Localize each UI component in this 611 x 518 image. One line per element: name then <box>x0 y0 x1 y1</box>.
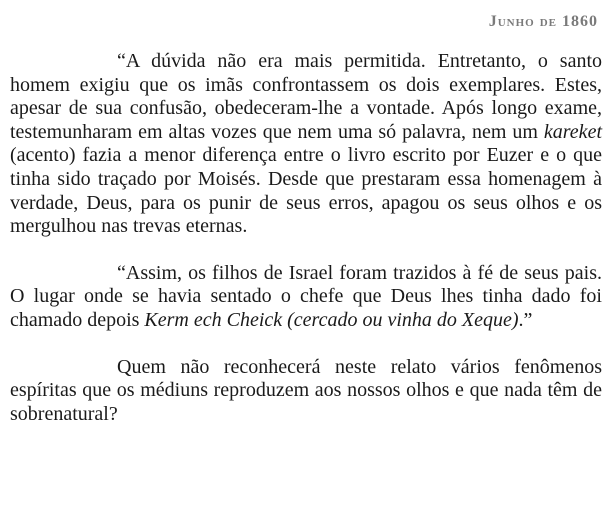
paragraph-2 <box>10 262 602 333</box>
paragraph-1-italic-term: kareket <box>543 120 602 143</box>
paragraph-1-text-a: “A dúvida não era mais permitida. Entretanto, o santo homem exigiu que os imãs confrontassem os dois exemplares. Estes, apesar de sua confusão, obedeceram-lhe a vontade. Após longo exame, testemunharam em altas vozes que nem uma só palavra, nem um <box>10 50 602 143</box>
running-head: Junho de 1860 <box>488 13 598 30</box>
paragraph-1-text-b: (acento) fazia a menor diferença entre o livro escrito por Euzer e o que tinha sido traçado por Moisés. Desde que prestaram essa homenagem à verdade, Deus, para os punir de seus erros, apagou os seus olhos e os mergulhou nas trevas eternas. <box>10 144 602 238</box>
paragraph-2-text-a: “Assim, os filhos de Israel foram trazidos à fé de seus pais. O lugar onde se havia sentado o chefe que Deus lhes tinha dado foi chamado depois <box>10 261 602 331</box>
paragraph-3 <box>10 356 602 427</box>
body-text <box>10 50 602 426</box>
paragraph-2-text-b: .” <box>518 308 533 331</box>
paragraph-1 <box>10 50 602 239</box>
paragraph-2-italic-place-name: Kerm ech Cheick (cercado ou vinha do Xeque) <box>144 308 519 331</box>
paragraph-3-text: Quem não reconhecerá neste relato vários fenômenos espíritas que os médiuns reproduzem aos nossos olhos e que nada têm de sobrenatural? <box>10 355 602 425</box>
